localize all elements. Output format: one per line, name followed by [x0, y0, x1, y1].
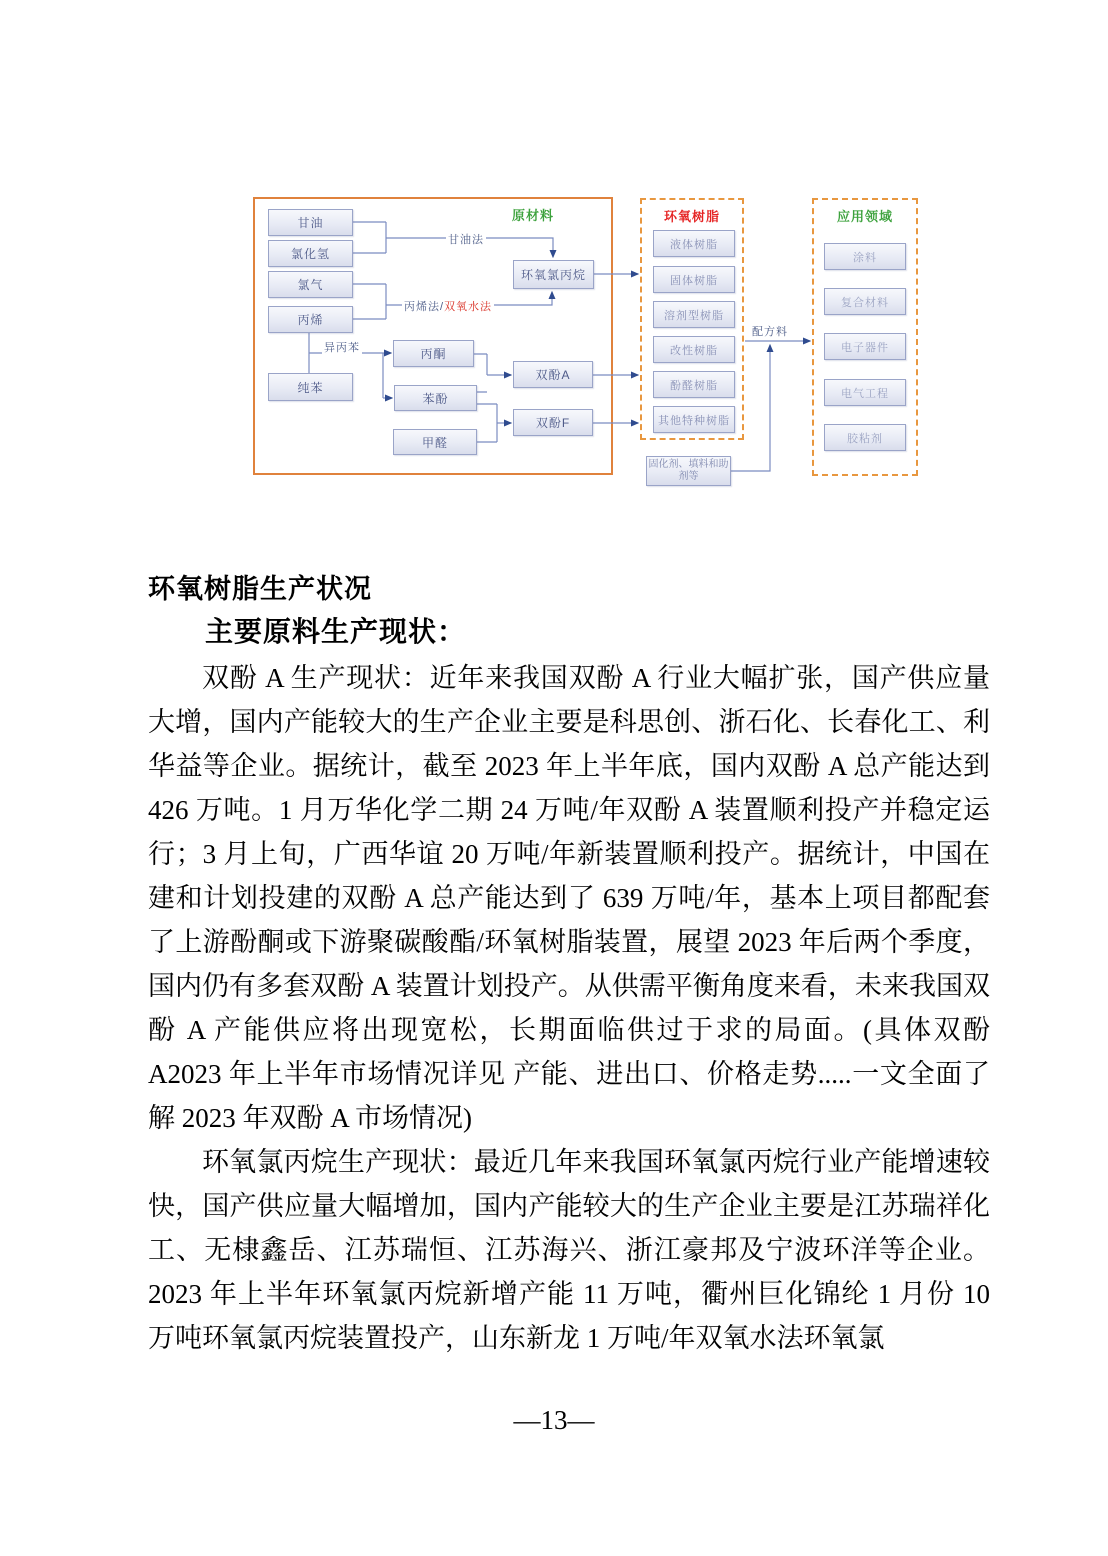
epoxy-production-flow-diagram: [250, 193, 930, 503]
node-hydrogen-chloride: 氯化氢: [268, 240, 353, 267]
node-bisphenol-a: 双酚A: [513, 361, 593, 388]
raw-materials-label: 原材料: [512, 208, 555, 223]
node-additives: 固化剂、填料和助剂等: [646, 456, 731, 486]
node-other-resin: 其他特种树脂: [653, 406, 735, 433]
node-solid-resin: 固体树脂: [653, 266, 735, 293]
node-glycerin: 甘油: [268, 209, 353, 236]
propylene-method-text: 丙烯法/: [404, 301, 445, 313]
node-chlorine: 氯气: [268, 271, 353, 298]
node-coatings: 涂料: [824, 243, 906, 270]
cumene-label: 异丙苯: [322, 339, 362, 355]
propylene-method-label: [402, 298, 494, 314]
node-epichlorohydrin: 环氧氯丙烷: [513, 260, 594, 289]
applications-label: 应用领域: [836, 209, 893, 224]
node-electronics: 电子器件: [824, 333, 906, 360]
node-novolac-resin: 酚醛树脂: [653, 371, 735, 398]
paragraph-bisphenol-a: 双酚 A 生产现状：近年来我国双酚 A 行业大幅扩张，国产供应量大增，国内产能较大的生产企业主要是科思创、浙石化、长春化工、利华益等企业。据统计，截至 2023 年上半年底，国内双酚 A 总产能达到 426 万吨。1 月万华化学二期 24 万吨/年双酚 A 装置顺利投产并稳定运行；3 月上旬，广西华谊 20 万吨/年新装置顺利投产。据统计，中国在建和计划投建的双酚 A 总产能达到了 639 万吨/年，基本上项目都配套了上游酚酮或下游聚碳酸酯/环氧树脂装置，展望 2023 年后两个季度，国内仍有多套双酚 A 装置计划投产。从供需平衡角度来看，未来我国双酚 A 产能供应将出现宽松，长期面临供过于求的局面。(具体双酚 A2023 年上半年市场情况详见 产能、进出口、价格走势.....一文全面了解 2023 年双酚 A 市场情况): [148, 663, 990, 1133]
node-modified-resin: 改性树脂: [653, 336, 735, 363]
node-propylene: 丙烯: [268, 306, 353, 333]
node-solvent-resin: 溶剂型树脂: [653, 301, 735, 328]
body-text: [148, 656, 990, 1360]
node-composites: 复合材料: [824, 288, 906, 315]
node-acetone: 丙酮: [393, 340, 474, 367]
node-formaldehyde: 甲醛: [393, 429, 477, 455]
node-electrical: 电气工程: [824, 379, 906, 406]
peroxide-method-text: 双氧水法: [444, 301, 493, 313]
subsection-title: 主要原料生产现状：: [205, 616, 467, 647]
epoxy-resin-label: 环氧树脂: [663, 209, 720, 224]
paragraph-epichlorohydrin: 环氧氯丙烷生产现状：最近几年来我国环氧氯丙烷行业产能增速较快，国产供应量大幅增加，国内产能较大的生产企业主要是江苏瑞祥化工、无棣鑫岳、江苏瑞恒、江苏海兴、浙江豪邦及宁波环洋等企业。2023 年上半年环氧氯丙烷新增产能 11 万吨，衢州巨化锦纶 1 月份 10 万吨环氧氯丙烷装置投产，山东新龙 1 万吨/年双氧水法环氧氯: [148, 1147, 990, 1353]
glycerin-method-label: 甘油法: [446, 231, 486, 247]
node-benzene: 纯苯: [268, 373, 353, 401]
node-phenol: 苯酚: [394, 385, 477, 411]
page-number: —13—: [513, 1405, 595, 1435]
node-adhesives: 胶粘剂: [824, 424, 906, 451]
section-title: 环氧树脂生产状况: [148, 574, 372, 604]
node-liquid-resin: 液体树脂: [653, 230, 735, 257]
node-bisphenol-f: 双酚F: [513, 409, 593, 436]
formulation-label: 配方料: [750, 323, 790, 339]
